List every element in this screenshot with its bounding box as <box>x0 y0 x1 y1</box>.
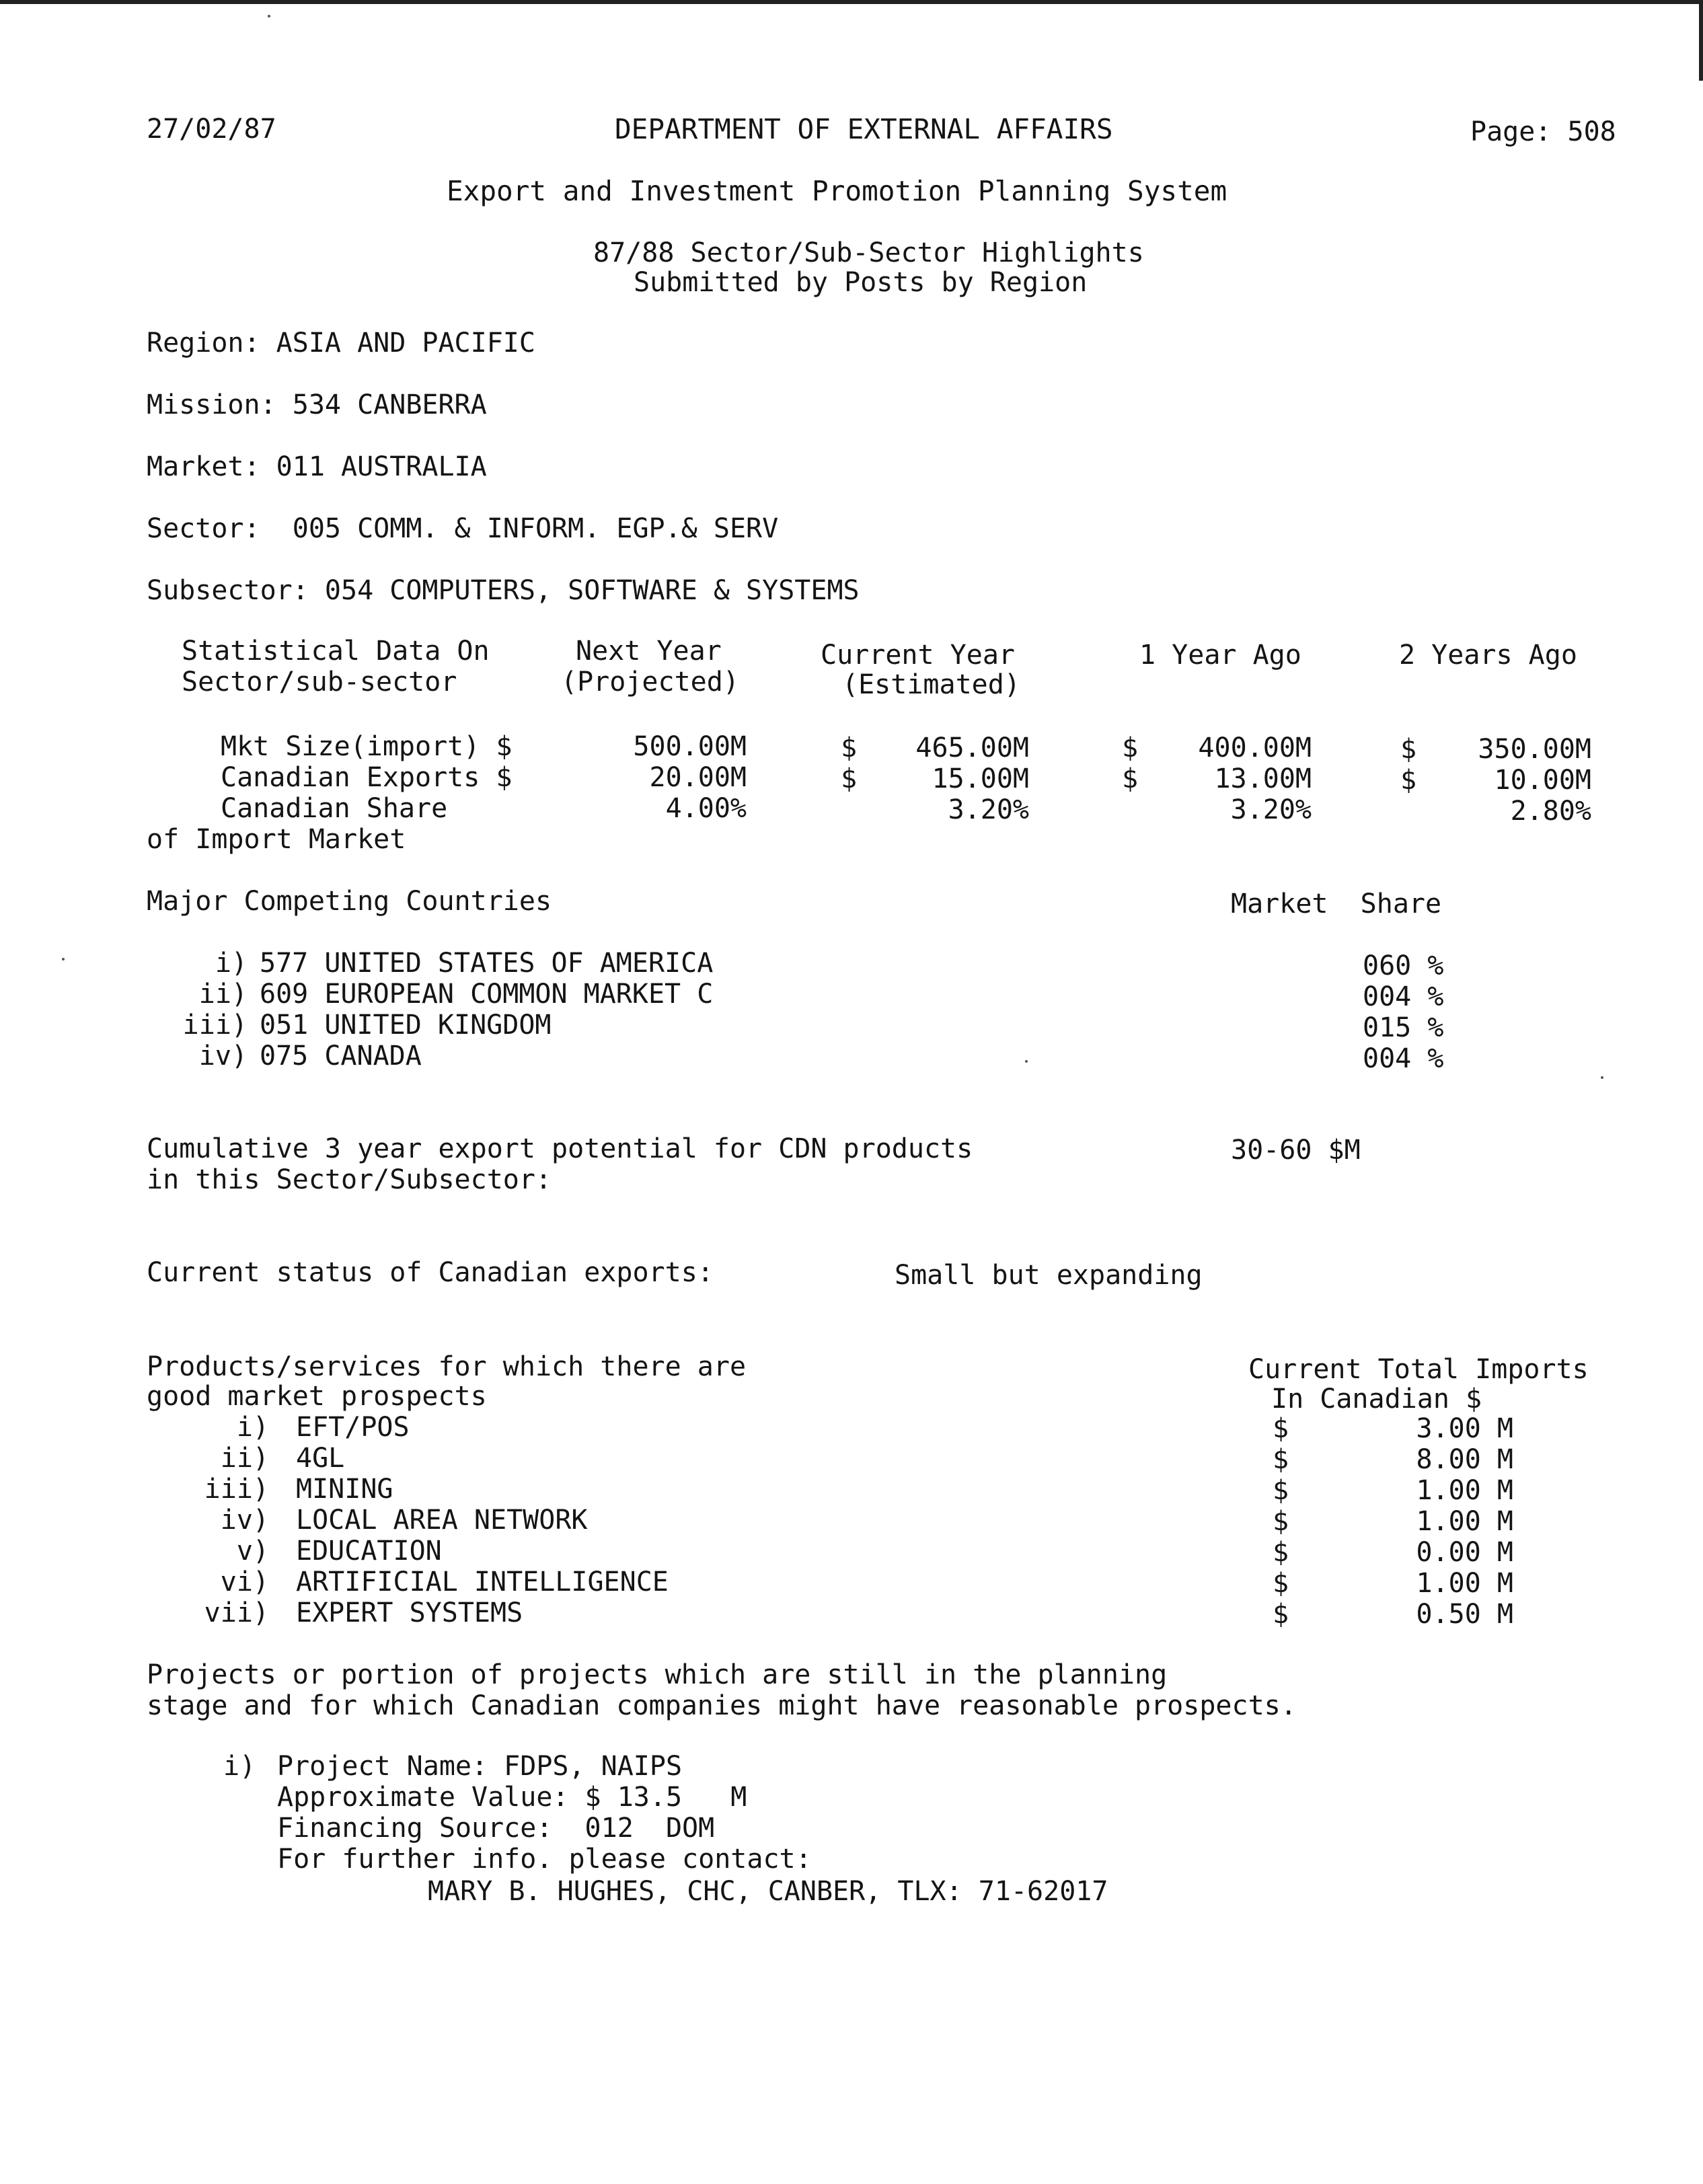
competitor-number: ii) <box>198 979 248 1010</box>
stats-1-year-value: 3.20% <box>1230 794 1312 825</box>
market-share-heading: Market Share <box>1231 889 1442 919</box>
stats-currency: $ <box>841 732 858 763</box>
stats-2-year-value: 350.00M <box>1478 734 1591 765</box>
stats-1-year-value: 400.00M <box>1198 732 1312 763</box>
competitor-name: 051 UNITED KINGDOM <box>260 1010 552 1041</box>
department-name: DEPARTMENT OF EXTERNAL AFFAIRS <box>615 113 1113 145</box>
products-heading-1: Products/services for which there are <box>147 1351 747 1382</box>
import-value: 0.00 M <box>1416 1537 1513 1568</box>
stats-col-2-years-ago: 2 Years Ago <box>1399 640 1577 671</box>
report-title: 87/88 Sector/Sub-Sector Highlights <box>593 237 1144 268</box>
import-value: 1.00 M <box>1416 1568 1513 1599</box>
competitors-heading: Major Competing Countries <box>147 886 552 917</box>
competitor-share: 015 % <box>1363 1012 1444 1043</box>
scan-speck <box>1601 1076 1603 1079</box>
competitor-share: 060 % <box>1363 950 1444 981</box>
project-name: Project Name: FDPS, NAIPS <box>277 1751 683 1782</box>
competitor-share: 004 % <box>1363 1043 1444 1074</box>
scan-speck <box>1025 1060 1028 1063</box>
stats-currency: $ <box>1400 765 1417 796</box>
stats-next-value: 4.00% <box>665 793 747 824</box>
stats-next-value: 500.00M <box>633 731 747 762</box>
potential-value: 30-60 $M <box>1231 1135 1361 1166</box>
import-currency: $ <box>1273 1444 1289 1475</box>
import-value: 1.00 M <box>1416 1506 1513 1537</box>
stats-current-value: 3.20% <box>948 794 1029 825</box>
stats-1-year-value: 13.00M <box>1214 763 1312 794</box>
competitor-number: i) <box>215 948 248 979</box>
mission-line: Mission: 534 CANBERRA <box>147 389 487 420</box>
imports-heading-2: In Canadian $ <box>1271 1384 1482 1415</box>
import-value: 8.00 M <box>1416 1444 1513 1475</box>
competitor-number: iii) <box>182 1010 248 1041</box>
region-line: Region: ASIA AND PACIFIC <box>147 328 535 359</box>
page-number: Page: 508 <box>1470 116 1616 147</box>
stats-2-year-value: 2.80% <box>1510 796 1591 827</box>
stats-col-current-year: Current Year <box>821 640 1015 671</box>
competitor-name: 075 CANADA <box>260 1041 422 1071</box>
import-value: 1.00 M <box>1416 1475 1513 1506</box>
import-value: 3.00 M <box>1416 1413 1513 1444</box>
report-date: 27/02/87 <box>147 114 276 145</box>
product-number: iii) <box>204 1474 269 1505</box>
projects-heading-2: stage and for which Canadian companies might have reasonable prospects. <box>147 1690 1297 1721</box>
subsector-line: Subsector: 054 COMPUTERS, SOFTWARE & SYSTEMS <box>147 575 860 606</box>
scan-edge-top <box>0 0 1703 4</box>
product-name: MINING <box>296 1474 393 1505</box>
competitor-share: 004 % <box>1363 981 1444 1012</box>
import-currency: $ <box>1273 1599 1289 1630</box>
product-number: v) <box>236 1536 269 1567</box>
scan-speck <box>62 958 65 961</box>
projects-heading-1: Projects or portion of projects which are still in the planning <box>147 1659 1168 1690</box>
stats-row-label-tail: of Import Market <box>147 824 406 855</box>
potential-label-2: in this Sector/Subsector: <box>147 1164 552 1195</box>
competitor-number: iv) <box>198 1041 248 1071</box>
system-name: Export and Investment Promotion Planning System <box>447 175 1227 207</box>
stats-col-1-year-ago: 1 Year Ago <box>1139 640 1301 671</box>
stats-2-year-value: 10.00M <box>1494 765 1591 796</box>
stats-col-current-year-sub: (Estimated) <box>842 669 1020 700</box>
import-value: 0.50 M <box>1416 1599 1513 1630</box>
import-currency: $ <box>1273 1568 1289 1599</box>
project-contact-label: For further info. please contact: <box>277 1844 812 1875</box>
scan-speck <box>268 15 270 17</box>
import-currency: $ <box>1273 1475 1289 1506</box>
product-name: 4GL <box>296 1443 345 1474</box>
product-number: i) <box>236 1412 269 1443</box>
stats-row-label: Mkt Size(import) $ <box>221 731 513 762</box>
stats-row-label: Canadian Share <box>221 793 448 824</box>
product-number: vi) <box>220 1567 269 1597</box>
scan-edge-right <box>1699 0 1703 81</box>
stats-col-next-year: Next Year <box>576 636 722 667</box>
report-subtitle: Submitted by Posts by Region <box>634 267 1088 298</box>
stats-current-value: 15.00M <box>932 763 1029 794</box>
stats-currency: $ <box>1400 734 1417 765</box>
project-value: Approximate Value: $ 13.5 M <box>277 1782 747 1813</box>
sector-line: Sector: 005 COMM. & INFORM. EGP.& SERV <box>147 513 779 544</box>
import-currency: $ <box>1273 1506 1289 1537</box>
import-currency: $ <box>1273 1537 1289 1568</box>
product-number: vii) <box>204 1597 269 1628</box>
market-line: Market: 011 AUSTRALIA <box>147 451 487 482</box>
product-name: EDUCATION <box>296 1536 442 1567</box>
stats-current-value: 465.00M <box>915 732 1029 763</box>
competitor-name: 609 EUROPEAN COMMON MARKET C <box>260 979 714 1010</box>
stats-currency: $ <box>1122 763 1139 794</box>
status-label: Current status of Canadian exports: <box>147 1257 714 1288</box>
product-name: EFT/POS <box>296 1412 410 1443</box>
product-name: LOCAL AREA NETWORK <box>296 1505 588 1536</box>
status-value: Small but expanding <box>895 1260 1203 1291</box>
product-number: ii) <box>220 1443 269 1474</box>
stats-currency: $ <box>1122 732 1139 763</box>
stats-col-next-year-sub: (Projected) <box>561 667 739 698</box>
stats-next-value: 20.00M <box>649 762 747 793</box>
product-number: iv) <box>220 1505 269 1536</box>
potential-label-1: Cumulative 3 year export potential for CDN products <box>147 1133 973 1164</box>
products-heading-2: good market prospects <box>147 1381 487 1412</box>
stats-row-label: Canadian Exports $ <box>221 762 513 793</box>
project-financing: Financing Source: 012 DOM <box>277 1813 715 1844</box>
stats-currency: $ <box>841 763 858 794</box>
project-contact: MARY B. HUGHES, CHC, CANBER, TLX: 71-62017 <box>428 1876 1108 1907</box>
imports-heading-1: Current Total Imports <box>1248 1354 1589 1385</box>
import-currency: $ <box>1273 1413 1289 1444</box>
stats-head-label-2: Sector/sub-sector <box>182 667 457 698</box>
product-name: ARTIFICIAL INTELLIGENCE <box>296 1567 669 1597</box>
stats-head-label-1: Statistical Data On <box>182 636 490 667</box>
product-name: EXPERT SYSTEMS <box>296 1597 523 1628</box>
project-number: i) <box>223 1751 256 1782</box>
competitor-name: 577 UNITED STATES OF AMERICA <box>260 948 714 979</box>
